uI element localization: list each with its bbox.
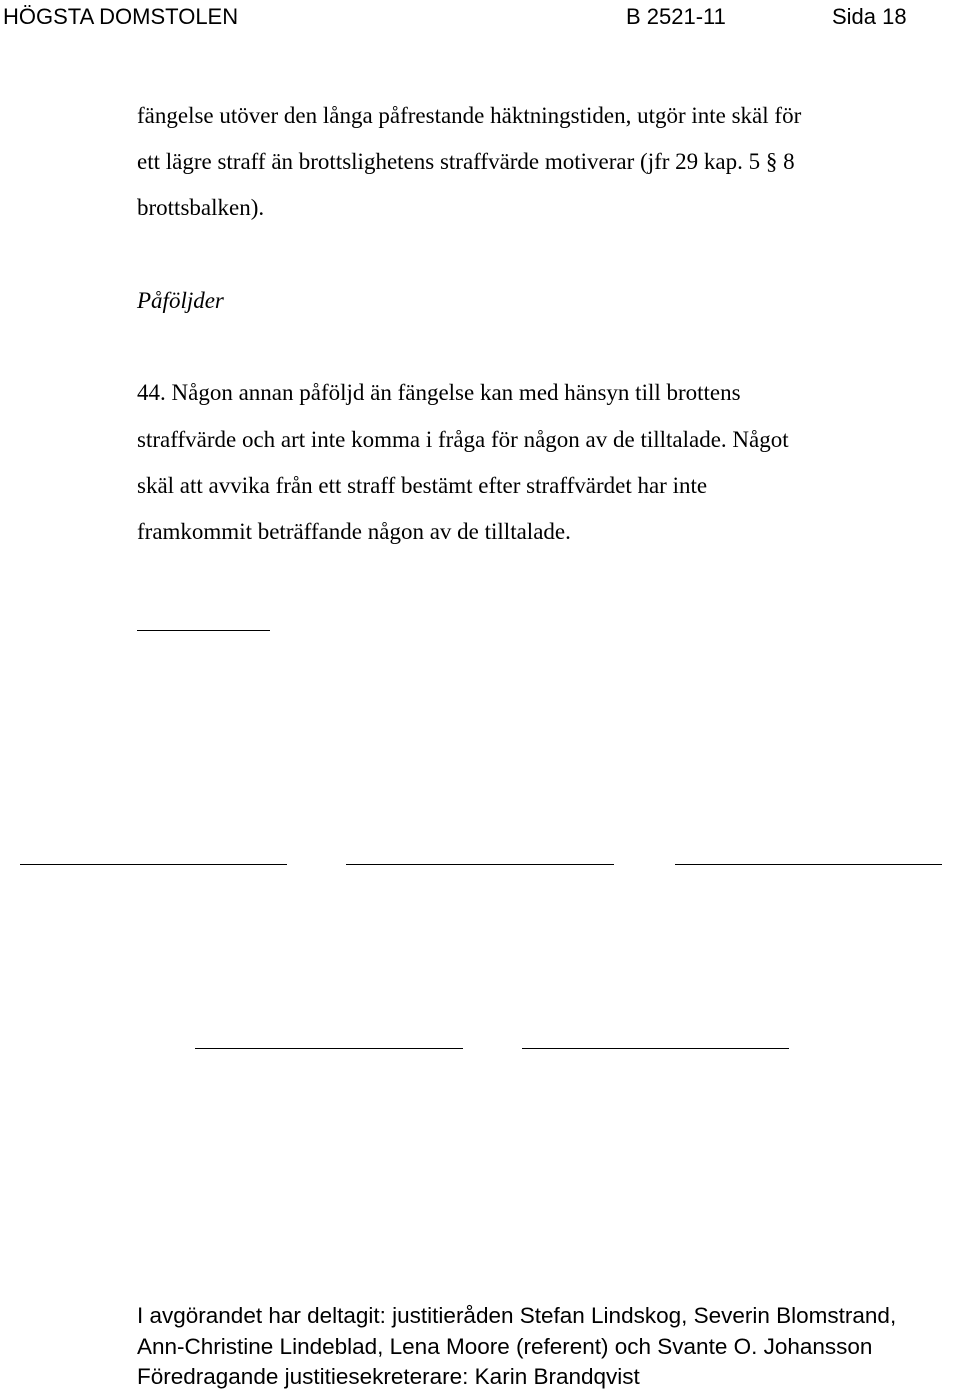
paragraph-line: 44. Någon annan påföljd än fängelse kan med hänsyn till brottens (137, 380, 741, 405)
section-heading: Påföljder (137, 288, 224, 313)
paragraph-line: straffvärde och art inte komma i fråga för någon av de tilltalade. Något (137, 427, 789, 452)
page-number: Sida 18 (832, 4, 907, 29)
signature-line (522, 1048, 789, 1049)
paragraph-line: skäl att avvika från ett straff bestämt efter straffvärdet har inte (137, 473, 708, 498)
participants-line: Ann-Christine Lindeblad, Lena Moore (referent) och Svante O. Johansson (137, 1334, 873, 1359)
paragraph-line: fängelse utöver den långa påfrestande häktningstiden, utgör inte skäl för (137, 103, 802, 128)
signature-line (675, 864, 942, 865)
paragraph-line: framkommit beträffande någon av de tilltalade. (137, 519, 571, 544)
signature-line (20, 864, 287, 865)
court-name: HÖGSTA DOMSTOLEN (3, 4, 239, 29)
end-rule (137, 630, 270, 631)
signature-line (346, 864, 614, 865)
signature-line (195, 1048, 463, 1049)
page-header (0, 4, 960, 32)
participants-line: I avgörandet har deltagit: justitieråden Stefan Lindskog, Severin Blomstrand, (137, 1303, 897, 1328)
paragraph-line: ett lägre straff än brottslighetens straffvärde motiverar (jfr 29 kap. 5 § 8 (137, 149, 795, 174)
clerk-line: Föredragande justitiesekreterare: Karin Brandqvist (137, 1364, 640, 1389)
case-number: B 2521-11 (626, 4, 726, 29)
paragraph-line: brottsbalken). (137, 195, 265, 220)
